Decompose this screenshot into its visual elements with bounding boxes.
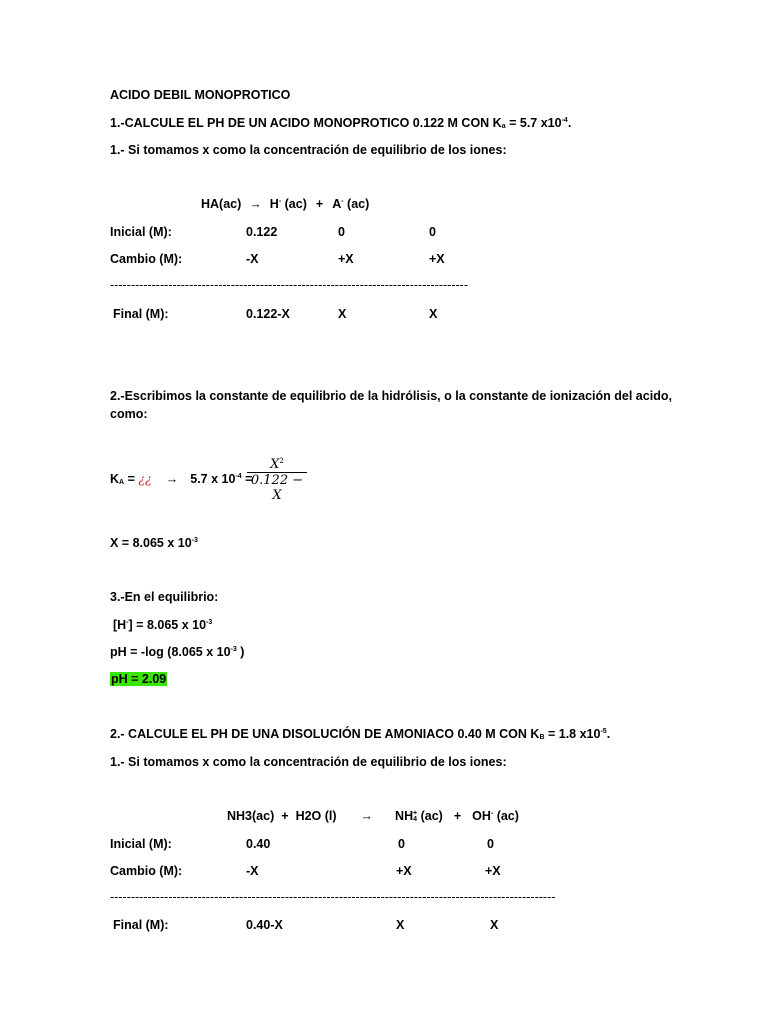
fraction-denominator: 0.122 − X (250, 473, 304, 503)
unknown-marker: ¿¿ (138, 471, 152, 486)
ka-value-exponent: -4 (235, 473, 242, 480)
ka-sub: A (119, 479, 125, 486)
problem-2-step-1: 1.- Si tomamos x como la concentración de equilibrio de los iones: (110, 755, 507, 769)
problem-2-title (110, 727, 610, 741)
row-final-c3: X (490, 918, 499, 932)
product-oh-charge: - (490, 810, 494, 817)
row-cambio-c3: +X (485, 864, 501, 878)
ph-calc-exponent: -3 (230, 646, 237, 653)
fraction-numerator (247, 457, 307, 472)
problem-1-step-1: 1.- Si tomamos x como la concentración de equilibrio de los iones: (110, 143, 507, 157)
ka-exponent: -4 (561, 117, 568, 124)
product-nh4 (395, 809, 443, 823)
ka-subscript: a (501, 123, 506, 130)
row-final-label: Final (M): (113, 307, 169, 321)
problem-1-title (110, 116, 571, 130)
equals-sign: = (124, 472, 139, 486)
row-inicial-c3: 0 (487, 837, 494, 851)
separator-line: ----------------------------------------------------------------------------------------------------------- (110, 890, 556, 904)
reactant-h2o: H2O (l) (295, 809, 337, 823)
product-a (332, 197, 369, 211)
problem-1-title-end: . (567, 116, 572, 130)
row-cambio-label: Cambio (M): (110, 864, 183, 878)
product-a-base: A (332, 197, 342, 211)
problem-1-step-2-line-1: 2.-Escribimos la constante de equilibrio de la hidrólisis, o la constante de ionización del acido, (110, 389, 672, 403)
product-nh4-state: (ac) (417, 809, 443, 823)
h-conc-exponent: -3 (206, 619, 213, 626)
row-inicial-c1: 0.122 (246, 225, 278, 239)
row-inicial-c1: 0.40 (246, 837, 271, 851)
row-cambio-label: Cambio (M): (110, 252, 183, 266)
problem-2-title-text: 2.- CALCULE EL PH DE UNA DISOLUCIÓN DE AMONIACO 0.40 M CON K (110, 727, 540, 741)
separator-line: -------------------------------------------------------------------------------------- (110, 278, 468, 292)
product-h-state: (ac) (281, 197, 307, 211)
row-inicial-label: Inicial (M): (110, 225, 172, 239)
h-conc-open: [H (113, 618, 127, 632)
row-inicial-c2: 0 (398, 837, 405, 851)
row-cambio-c1: -X (246, 864, 259, 878)
ph-answer-highlight: pH = 2.09 (111, 672, 167, 686)
right-arrow-icon: → (249, 197, 262, 211)
product-nh4-sub: 4 (413, 816, 418, 823)
row-inicial-label: Inicial (M): (110, 837, 172, 851)
row-cambio-c3: +X (429, 252, 445, 266)
problem-1-step-2-line-2: como: (110, 407, 148, 421)
x-result-exponent: -3 (191, 537, 198, 544)
row-final-c2: X (338, 307, 347, 321)
ka-equation (110, 471, 252, 486)
row-final-label: Final (M): (113, 918, 169, 932)
problem-2-title-end: . (606, 727, 611, 741)
plus-sign: + (315, 197, 324, 211)
row-final-c3: X (429, 307, 438, 321)
ph-answer (110, 672, 167, 686)
document-heading: ACIDO DEBIL MONOPROTICO (110, 88, 291, 102)
reaction-2 (227, 809, 519, 823)
reaction-1 (201, 197, 369, 211)
plus-sign-2: + (453, 809, 462, 823)
ka-symbol (110, 472, 124, 486)
ph-calculation (110, 645, 244, 659)
ph-calc-text: pH = -log (8.065 x 10 (110, 645, 231, 659)
product-h-charge: - (278, 198, 282, 205)
ph-calc-close: ) (236, 645, 245, 659)
product-a-state: (ac) (343, 197, 370, 211)
problem-1-title-text: 1.-CALCULE EL PH DE UN ACIDO MONOPROTICO 0.122 M CON K (110, 116, 502, 130)
product-h-base: H (269, 197, 279, 211)
ka-base: K (110, 472, 120, 486)
row-final-c1: 0.122-X (246, 307, 290, 321)
row-cambio-c1: -X (246, 252, 259, 266)
problem-2-title-value: = 1.8 x10 (544, 727, 601, 741)
reactant-ha: HA(ac) (201, 197, 242, 211)
product-nh4-charge: + (413, 810, 418, 817)
equals-sign-2: = (241, 472, 253, 486)
ka-value: 5.7 x 10 (190, 472, 236, 486)
plus-sign: + (281, 809, 289, 823)
product-oh-base: OH (472, 809, 491, 823)
right-arrow-icon: → (165, 472, 179, 486)
h-conc-charge: - (126, 619, 129, 626)
numerator-exponent: 2 (279, 457, 284, 465)
right-arrow-icon: → (360, 809, 374, 823)
h-concentration (113, 618, 212, 632)
ka-fraction (247, 457, 307, 503)
reactant-nh3: NH3(ac) (227, 809, 275, 823)
row-cambio-c2: +X (338, 252, 354, 266)
problem-1-title-value: = 5.7 x10 (505, 116, 562, 130)
row-cambio-c2: +X (396, 864, 412, 878)
product-oh (472, 809, 519, 823)
x-result (110, 536, 198, 550)
product-a-charge: - (341, 198, 344, 205)
product-nh4-base: NH (395, 809, 414, 823)
problem-1-step-3: 3.-En el equilibrio: (110, 590, 219, 604)
kb-subscript: B (539, 734, 545, 741)
kb-exponent: -5 (600, 728, 607, 735)
row-final-c1: 0.40-X (246, 918, 283, 932)
row-inicial-c3: 0 (429, 225, 436, 239)
h-conc-value: ] = 8.065 x 10 (128, 618, 207, 632)
row-inicial-c2: 0 (338, 225, 345, 239)
product-h (270, 197, 307, 211)
product-oh-state: (ac) (493, 809, 519, 823)
numerator-x: X (270, 457, 280, 472)
x-result-text: X = 8.065 x 10 (110, 536, 192, 550)
row-final-c2: X (396, 918, 405, 932)
